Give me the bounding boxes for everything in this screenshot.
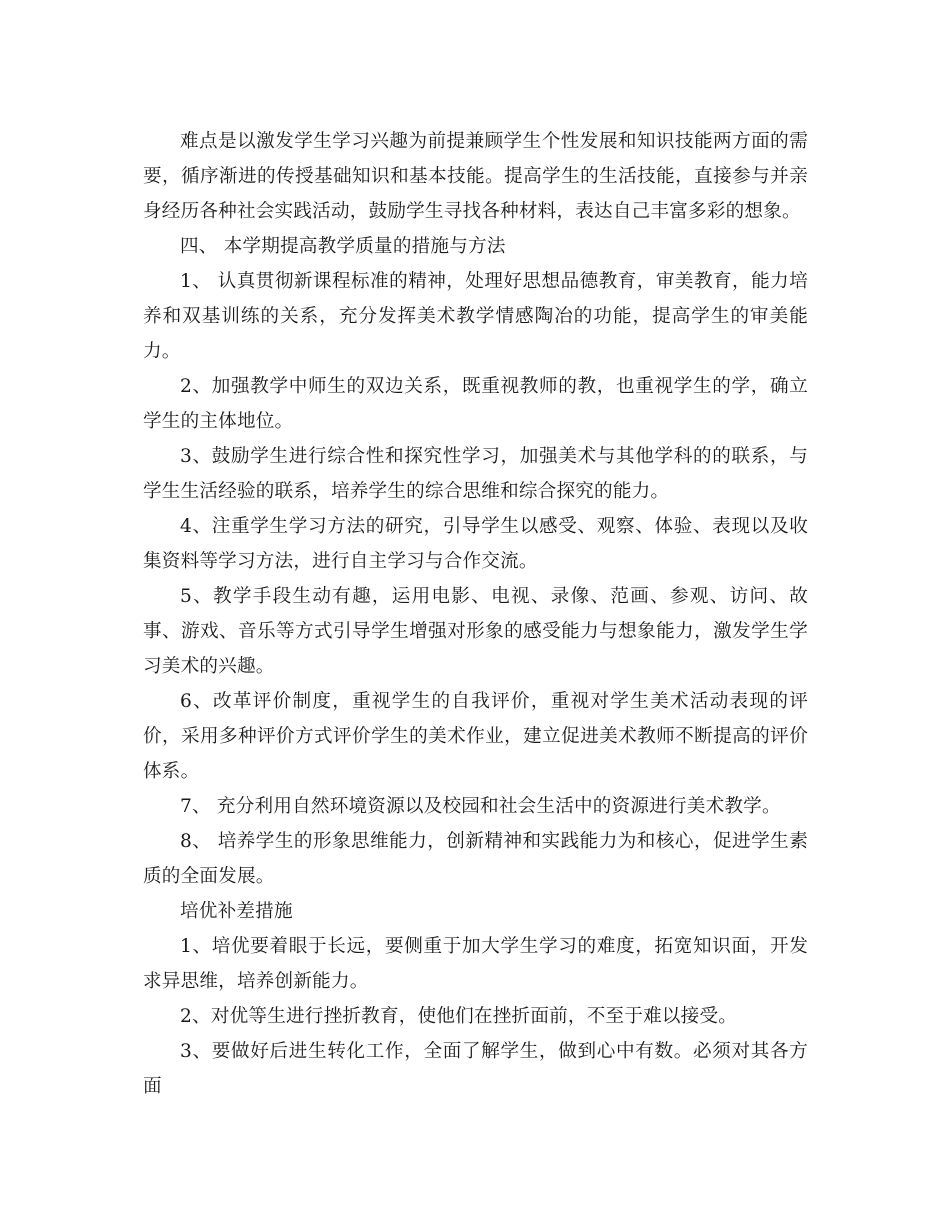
paragraph-difficulty: 难点是以激发学生学习兴趣为前提兼顾学生个性发展和知识技能两方面的需要，循序渐进的传授基础知识和基本技能。提高学生的生活技能，直接参与并亲身经历各种社会实践活动，鼓励学生寻找各种材料，表达自己丰富多彩的想象。 [143, 131, 808, 222]
list-item-4: 4、注重学生学习方法的研究，引导学生以感受、观察、体验、表现以及收集资料等学习方法，进行自主学习与合作交流。 [143, 516, 808, 572]
list-item-1: 1、 认真贯彻新课程标准的精神，处理好思想品德教育，审美教育，能力培养和双基训练的关系，充分发挥美术教学情感陶冶的功能，提高学生的审美能力。 [143, 271, 808, 362]
document-body [143, 124, 808, 1104]
list-item-6: 6、改革评价制度，重视学生的自我评价，重视对学生美术活动表现的评价，采用多种评价方式评价学生的美术作业，建立促进美术教师不断提高的评价体系。 [143, 691, 808, 782]
list-item-2: 2、加强教学中师生的双边关系，既重视教师的教，也重视学生的学，确立学生的主体地位。 [143, 376, 808, 432]
remedial-item-3: 3、要做好后进生转化工作，全面了解学生，做到心中有数。必须对其各方面 [143, 1041, 808, 1097]
list-item-8: 8、 培养学生的形象思维能力，创新精神和实践能力为和核心，促进学生素质的全面发展。 [143, 831, 808, 887]
list-item-3: 3、鼓励学生进行综合性和探究性学习，加强美术与其他学科的的联系，与学生生活经验的联系，培养学生的综合思维和综合探究的能力。 [143, 446, 808, 502]
section-heading-measures: 四、 本学期提高教学质量的措施与方法 [180, 236, 506, 257]
remedial-item-1: 1、培优要着眼于长远，要侧重于加大学生学习的难度，拓宽知识面，开发求异思维，培养创新能力。 [143, 936, 808, 992]
remedial-item-2: 2、对优等生进行挫折教育，使他们在挫折面前，不至于难以接受。 [180, 1006, 738, 1027]
section-heading-remedial: 培优补差措施 [180, 901, 293, 922]
list-item-7: 7、 充分利用自然环境资源以及校园和社会生活中的资源进行美术教学。 [180, 796, 781, 817]
list-item-5: 5、教学手段生动有趣，运用电影、电视、录像、范画、参观、访问、故事、游戏、音乐等方式引导学生增强对形象的感受能力与想象能力，激发学生学习美术的兴趣。 [143, 586, 808, 677]
